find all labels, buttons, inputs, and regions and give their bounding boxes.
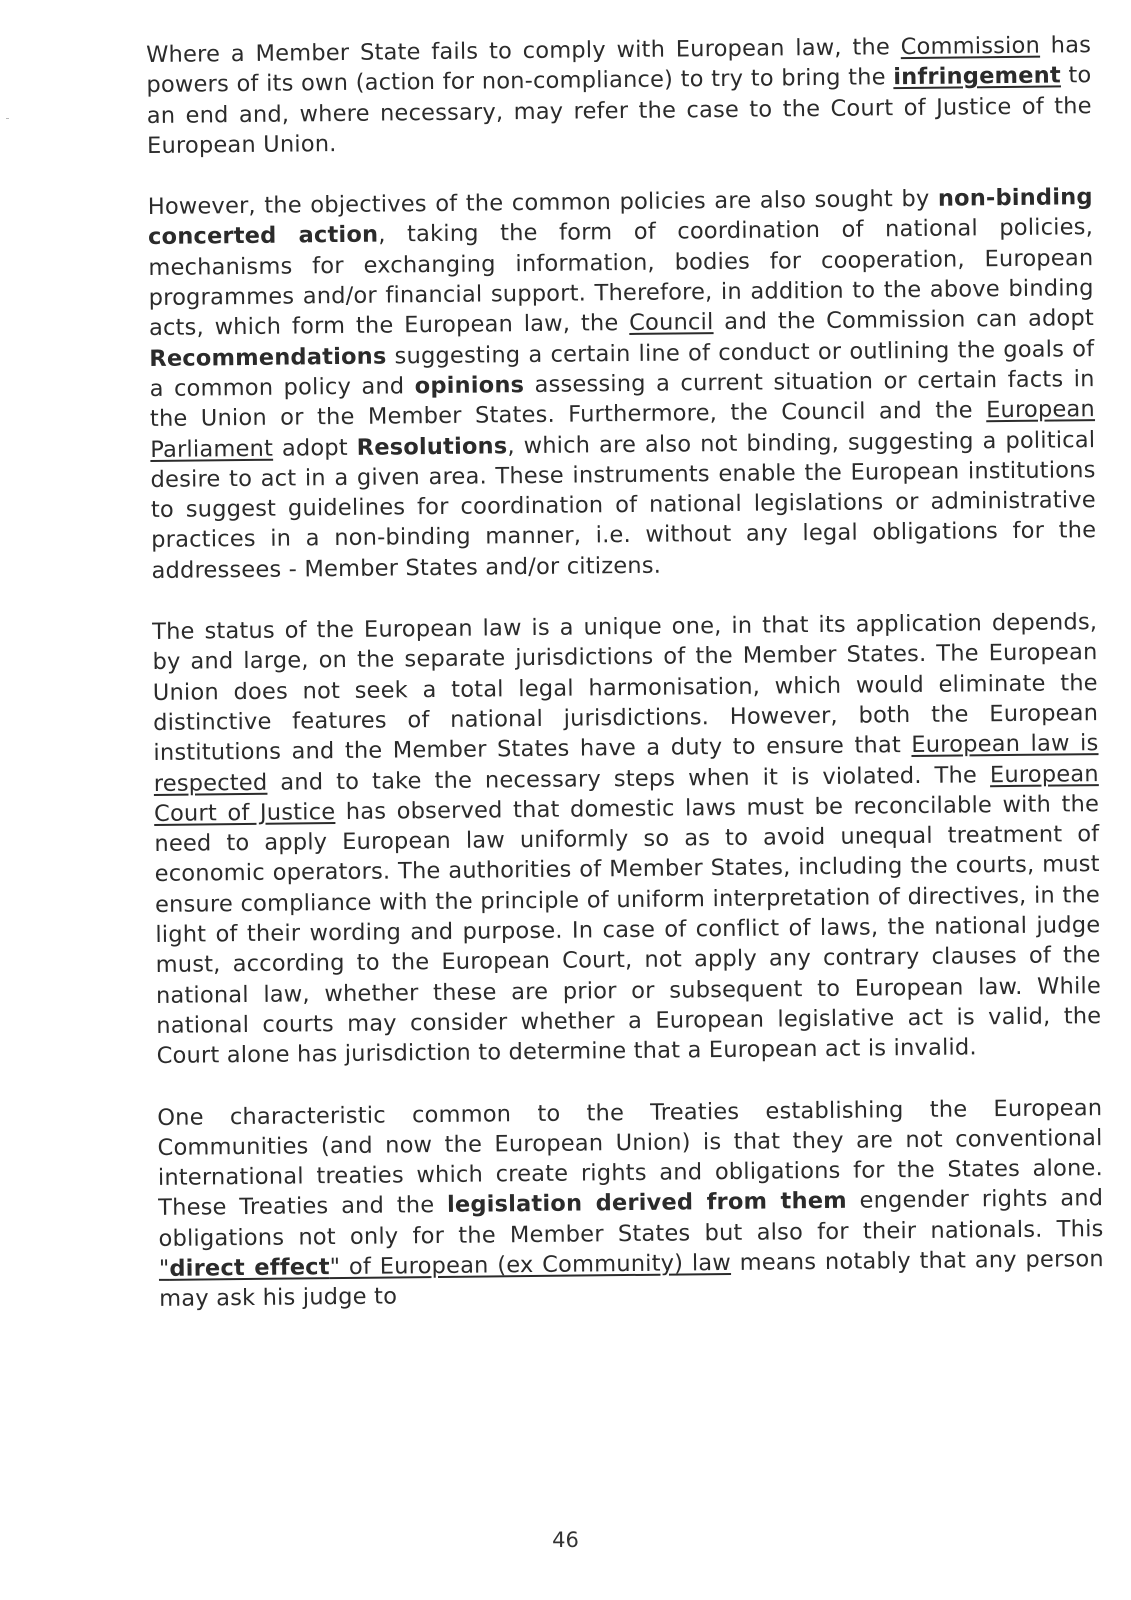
text-run: However, the objectives of the common policies are also sought by xyxy=(147,185,939,221)
paragraph-non-compliance xyxy=(146,30,1092,161)
link-direct-effect[interactable] xyxy=(159,1250,731,1282)
term-legislation-derived: legislation derived from them xyxy=(446,1188,848,1219)
term-direct-effect: direct effect xyxy=(169,1254,330,1282)
text-run: assessing a current situation or certain facts in the Union or the Member States. Furthermore, the Council and the xyxy=(149,366,1095,433)
page-number: 46 xyxy=(552,1528,579,1552)
text-run: One characteristic common to the Treaties establishing the European Communities (and now the European Union) is that they are not conventional international treaties which create rights and obligations for the States alone. These Treaties and the xyxy=(157,1094,1104,1222)
link-european-court-of-justice[interactable]: European Court of Justice xyxy=(153,760,1099,827)
paragraph-status-of-law xyxy=(152,607,1102,1071)
text-run: , which are also not binding, suggesting a political desire to act in a given area. These instruments enable the European institutions to suggest guidelines for coordination of national legislations or administrative practices in a non-binding manner, i.e. without any legal obligations for the addressees - Member States and/or citizens. xyxy=(150,426,1097,584)
term-resolutions: Resolutions xyxy=(356,432,508,461)
text-run: has observed that domestic laws must be reconcilable with the need to apply European law uniformly so as to avoid unequal treatment of economic operators. The authorities of Member States, including the courts, must ensure compliance with the principle of uniform interpretation of directives, in the light of their wording and purpose. In case of conflict of laws, the national judge must, according to the European Court, not apply any contrary clauses of the national law, whether these are prior or subsequent to European law. While national courts may consider whether a European legislative act is valid, the Court alone has jurisdiction to determine that a European act is invalid. xyxy=(154,790,1102,1070)
text-run: engender rights and obligations not only for the Member States but also for their nationals. This xyxy=(158,1185,1104,1252)
paragraph-non-binding-action xyxy=(148,182,1097,586)
text-run: , taking the form of coordination of national policies, mechanisms for exchanging information, bodies for cooperation, European programmes and/or financial support. Therefore, in addition to the above binding acts, which form the European law, the xyxy=(148,214,1094,342)
term-opinions: opinions xyxy=(414,372,525,400)
text-run: The status of the European law is a unique one, in that its application depends, by and large, on the separate jurisdictions of the Member States. The European Union does not seek a total legal harmonisation, which would eliminate the distinctive features of national jurisdictions. However, both the European institutions and the Member States have a duty to ensure that xyxy=(152,609,1099,767)
text-run: has powers of its own (action for non-compliance) to try to bring the xyxy=(146,32,1092,99)
term-recommendations: Recommendations xyxy=(149,343,387,372)
text-run: Where a Member State fails to comply with European law, the xyxy=(146,34,901,68)
paragraph-direct-effect xyxy=(157,1093,1104,1315)
text-run: adopt xyxy=(272,434,357,462)
link-european-law-respected[interactable]: European law is respected xyxy=(153,730,1099,797)
link-infringement[interactable]: infringement xyxy=(893,62,1061,91)
link-council[interactable]: Council xyxy=(629,309,714,337)
text-run: and to take the necessary steps when it is violated. The xyxy=(267,761,991,796)
document-page xyxy=(146,30,1105,1345)
text-run: to an end and, where necessary, may refer the case to the Court of Justice of the European Union. xyxy=(146,62,1092,159)
text-run: suggesting a certain line of conduct or outlining the goals of a common policy and xyxy=(149,335,1095,402)
link-text: " of European (ex Community) law xyxy=(329,1249,732,1281)
link-commission[interactable]: Commission xyxy=(900,32,1041,61)
text-run: and the Commission can adopt xyxy=(713,305,1095,336)
link-european-parliament[interactable]: European Parliament xyxy=(150,396,1096,463)
text-run: means notably that any person may ask his judge to xyxy=(159,1246,1104,1313)
term-non-binding-concerted-action: non-binding concerted action xyxy=(147,184,1093,251)
scan-edge-mark xyxy=(6,118,9,119)
quote-mark: " xyxy=(158,1255,170,1282)
